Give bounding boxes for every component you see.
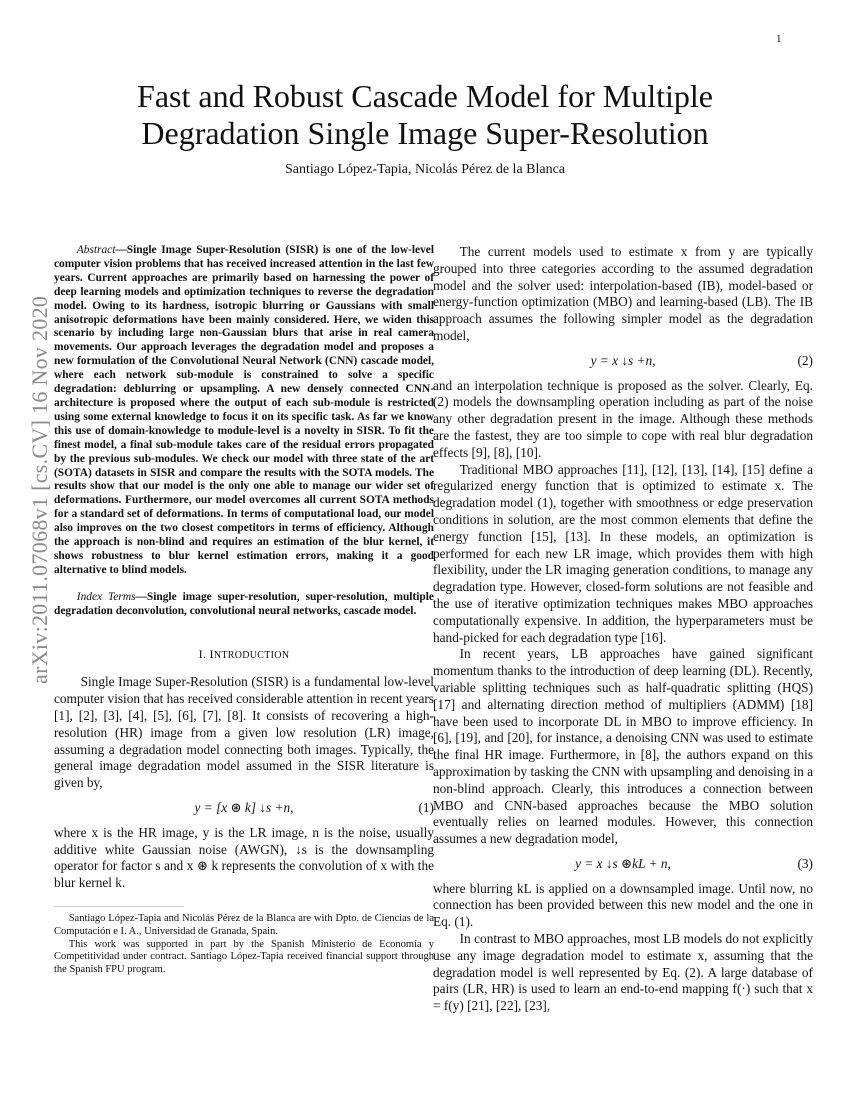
intro-paragraph-1: Single Image Super-Resolution (SISR) is a fundamental low-level computer vision that has received considerable attention in recent years [1], [2], [3], [4], [5], [6], [7], [8]. It consists of recovering a high-resolution (HR) image from a given low resolution (LR) image, assuming a degradation model connecting both images. Typically, the general image degradation model assumed in the SISR literature is given by,: [54, 674, 434, 791]
title-line-2: Degradation Single Image Super-Resolution: [141, 115, 709, 151]
equation-3: [433, 856, 813, 873]
page-number: 1: [776, 33, 782, 45]
index-terms-lead: Index Terms: [76, 590, 136, 603]
authors: Santiago López-Tapia, Nicolás Pérez de la Blanca: [284, 162, 566, 177]
equation-1-number: (1): [418, 799, 434, 815]
footnotes: [54, 913, 434, 977]
intro-paragraph-2: where x is the HR image, y is the LR image, n is the noise, usually additive white Gaussian noise (AWGN), ↓s is the downsampling operator for factor s and x ⊛ k represents the convolution of x with the blur kernel k.: [54, 824, 434, 891]
abstract-lead: Abstract: [76, 244, 116, 256]
abstract: [54, 244, 434, 578]
right-paragraph-3: Traditional MBO approaches [11], [12], [13], [14], [15] define a regularized energy function that is optimized to estimate x. The degradation model (1), together with smoothness or edge preservation conditions in solution, are the most common elements that define the energy function [15], [13]. In these models, an optimization is performed for each new LR image, which provides them with high flexibility, under the LR imaging generation conditions, to manage any degradation type. However, closed-form solutions are not feasible and the use of iterative optimization techniques makes MBO approaches computationally expensive. In addition, the hyperparameters must be hand-picked for each degradation type [16].: [433, 461, 813, 645]
right-paragraph-5: where blurring kL is applied on a downsampled image. Until now, no connection has been provided between this new model and the one in Eq. (1).: [433, 880, 813, 930]
abstract-text: —Single Image Super-Resolution (SISR) is one of the low-level computer vision problems that has received increased attention in the last few years. Current approaches are primarily based on harnessing the power of deep learning models and optimization techniques to reverse the degradation model. Owing to its hardness, isotropic blurring or Gaussians with small anisotropic deformations have been mainly considered. Here, we widen this scenario by including large non-Gaussian blurs that arise in real camera movements. Our approach leverages the degradation model and proposes a new formulation of the Convolutional Neural Network (CNN) cascade model, where each network sub-module is constrained to solve a specific degradation: deblurring or upsampling. A new densely connected CNN-architecture is proposed where the output of each sub-module is restricted using some external knowledge to focus it on its specific task. As far we know this use of domain-knowledge to module-level is a novelty in SISR. To fit the finest model, a final sub-module takes care of the residual errors propagated by the previous sub-modules. We check our model with three state of the art (SOTA) datasets in SISR and compare the results with the SOTA models. The results show that our model is the only one able to manage our wider set of deformations. Furthermore, our model overcomes all current SOTA methods for a standard set of deformations. In terms of computational load, our model also improves on the two closest competitors in terms of efficiency. Although the approach is non-blind and requires an estimation of the blur kernel, it shows robustness to blur kernel estimation errors, making it a good alternative to blind models.: [54, 244, 434, 576]
equation-2-number: (2): [797, 352, 813, 368]
footnote-affiliation: Santiago López-Tapia and Nicolás Pérez de la Blanca are with Dpto. de Ciencias de la Computación e I. A., Universidad de Granada, Spain.: [54, 912, 434, 937]
right-paragraph-6: In contrast to MBO approaches, most LB models do not explicitly use any image degradation model to estimate x, assuming that the degradation model is well represented by Eq. (2). A large database of pairs (LR, HR) is used to learn an end-to-end mapping f(·) such that x = f(y) [21], [22], [23],: [433, 931, 813, 1014]
index-terms-text: —Single image super-resolution, super-resolution, multiple degradation deconvolution, convolutional neural networks, cascade model.: [54, 590, 434, 617]
equation-3-number: (3): [797, 855, 813, 871]
title-line-1: Fast and Robust Cascade Model for Multiple: [137, 78, 713, 114]
section-heading-introduction: I. INTRODUCTION: [198, 646, 290, 661]
equation-1-body: y = [x ⊛ k] ↓s +n,: [194, 799, 294, 815]
paper-title: [90, 78, 760, 152]
equation-1: [54, 800, 434, 817]
footnote-funding: This work was supported in part by the Spanish Ministerio de Economía y Competitividad under contract. Santiago López-Tapia received financial support through the Spanish FPU program.: [54, 938, 434, 976]
equation-2: [433, 353, 813, 370]
index-terms: [54, 591, 434, 619]
right-paragraph-2: and an interpolation technique is proposed as the solver. Clearly, Eq. (2) models the downsampling operation including as part of the noise any other degradation present in the image. Although these methods are the fastest, they are too simple to cope with real blur degradation effects [9], [8], [10].: [433, 377, 813, 460]
right-paragraph-1: The current models used to estimate x from y are typically grouped into three categories according to the assumed degradation model and the solver used: interpolation-based (IB), model-based or energy-function optimization (MBO) and learning-based (LB). The IB approach assumes the following simpler model as the degradation model,: [433, 244, 813, 343]
right-paragraph-4: In recent years, LB approaches have gained significant momentum thanks to the introduction of deep learning (DL). Recently, variable splitting techniques such as half-quadratic splitting (HQS) [17] and alternating direction method of multipliers (ADMM) [18] have been used to incorporate DL in MBO to improve efficiency. In [6], [19], and [20], for instance, a denoising CNN was used to estimate the final HR image. Furthermore, in [8], the authors expand on this approximation by tasking the CNN with upsampling and denoising in a non-blind approach. Clearly, this introduces a connection between MBO and CNN-based approaches because the MBO solution eventually relies on learned modules. However, this connection assumes a new degradation model,: [433, 646, 813, 847]
equation-3-body: y = x ↓s ⊛kL + n,: [575, 855, 671, 871]
right-column: [433, 244, 813, 1015]
arxiv-stamp: arXiv:2011.07068v1 [cs.CV] 16 Nov 2020: [27, 295, 52, 685]
equation-2-body: y = x ↓s +n,: [590, 352, 656, 368]
left-column: [54, 244, 434, 977]
footnote-rule: [54, 906, 184, 913]
